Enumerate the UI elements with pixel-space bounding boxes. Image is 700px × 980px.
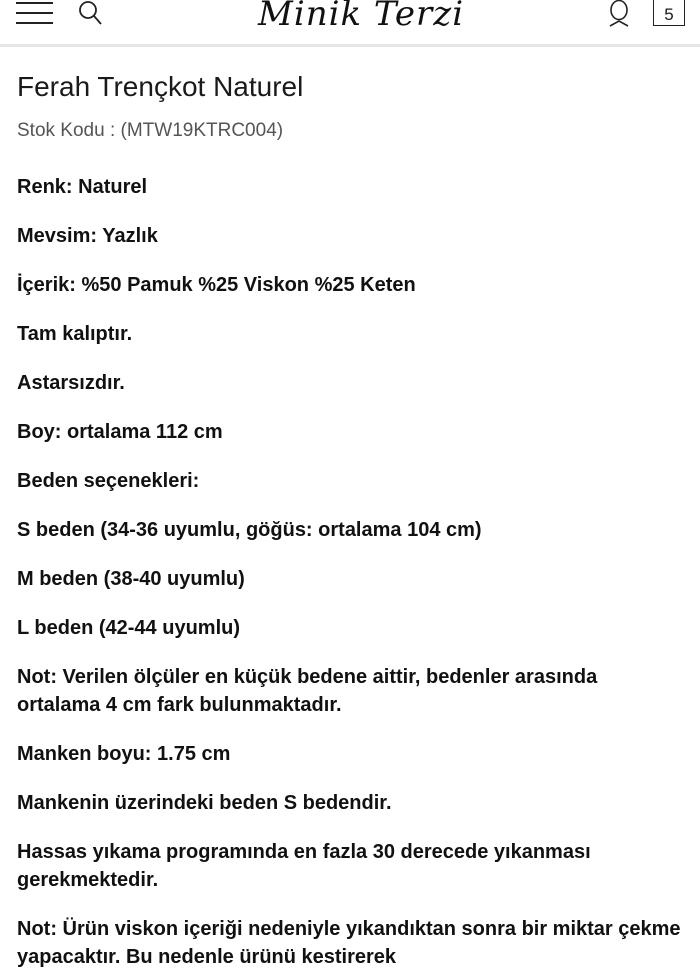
product-description [17, 173, 683, 971]
product-title: Ferah Trençkot Naturel [17, 71, 304, 102]
product-sku: Stok Kodu : (MTW19KTRC004) [17, 120, 284, 141]
description-line: Tam kalıptır. [17, 323, 133, 345]
logo[interactable]: Minik Terzi [258, 0, 465, 34]
description-line: Not: Verilen ölçüler en küçük bedene aittir, bedenler arasında ortalama 4 cm fark bulunmaktadır. [17, 666, 598, 716]
description-line: Beden seçenekleri: [17, 470, 200, 492]
description-line: Manken boyu: 1.75 cm [17, 743, 231, 765]
product-detail [0, 69, 700, 971]
description-line: Hassas yıkama programında en fazla 30 derecede yıkanması gerekmektedir. [17, 841, 591, 891]
description-line: İçerik: %50 Pamuk %25 Viskon %25 Keten [17, 274, 416, 296]
description-line: Mevsim: Yazlık [17, 225, 158, 247]
description-line: Renk: Naturel [17, 176, 148, 198]
site-header [0, 0, 700, 47]
cart-count: 5 [664, 5, 674, 24]
description-line: L beden (42-44 uyumlu) [17, 617, 241, 639]
user-account-icon[interactable] [606, 0, 632, 28]
description-line: M beden (38-40 uyumlu) [17, 568, 245, 590]
description-line: S beden (34-36 uyumlu, göğüs: ortalama 104 cm) [17, 519, 482, 541]
cart-button[interactable] [653, 0, 685, 26]
description-line: Boy: ortalama 112 cm [17, 421, 223, 443]
description-line: Not: Ürün viskon içeriği nedeniyle yıkandıktan sonra bir miktar çekme yapacaktır. Bu nedenle ürünü kestirerek [17, 918, 681, 968]
description-line: Mankenin üzerindeki beden S bedendir. [17, 792, 392, 814]
hamburger-menu-icon[interactable] [16, 2, 53, 24]
description-line: Astarsızdır. [17, 372, 125, 394]
search-icon[interactable] [77, 0, 103, 26]
